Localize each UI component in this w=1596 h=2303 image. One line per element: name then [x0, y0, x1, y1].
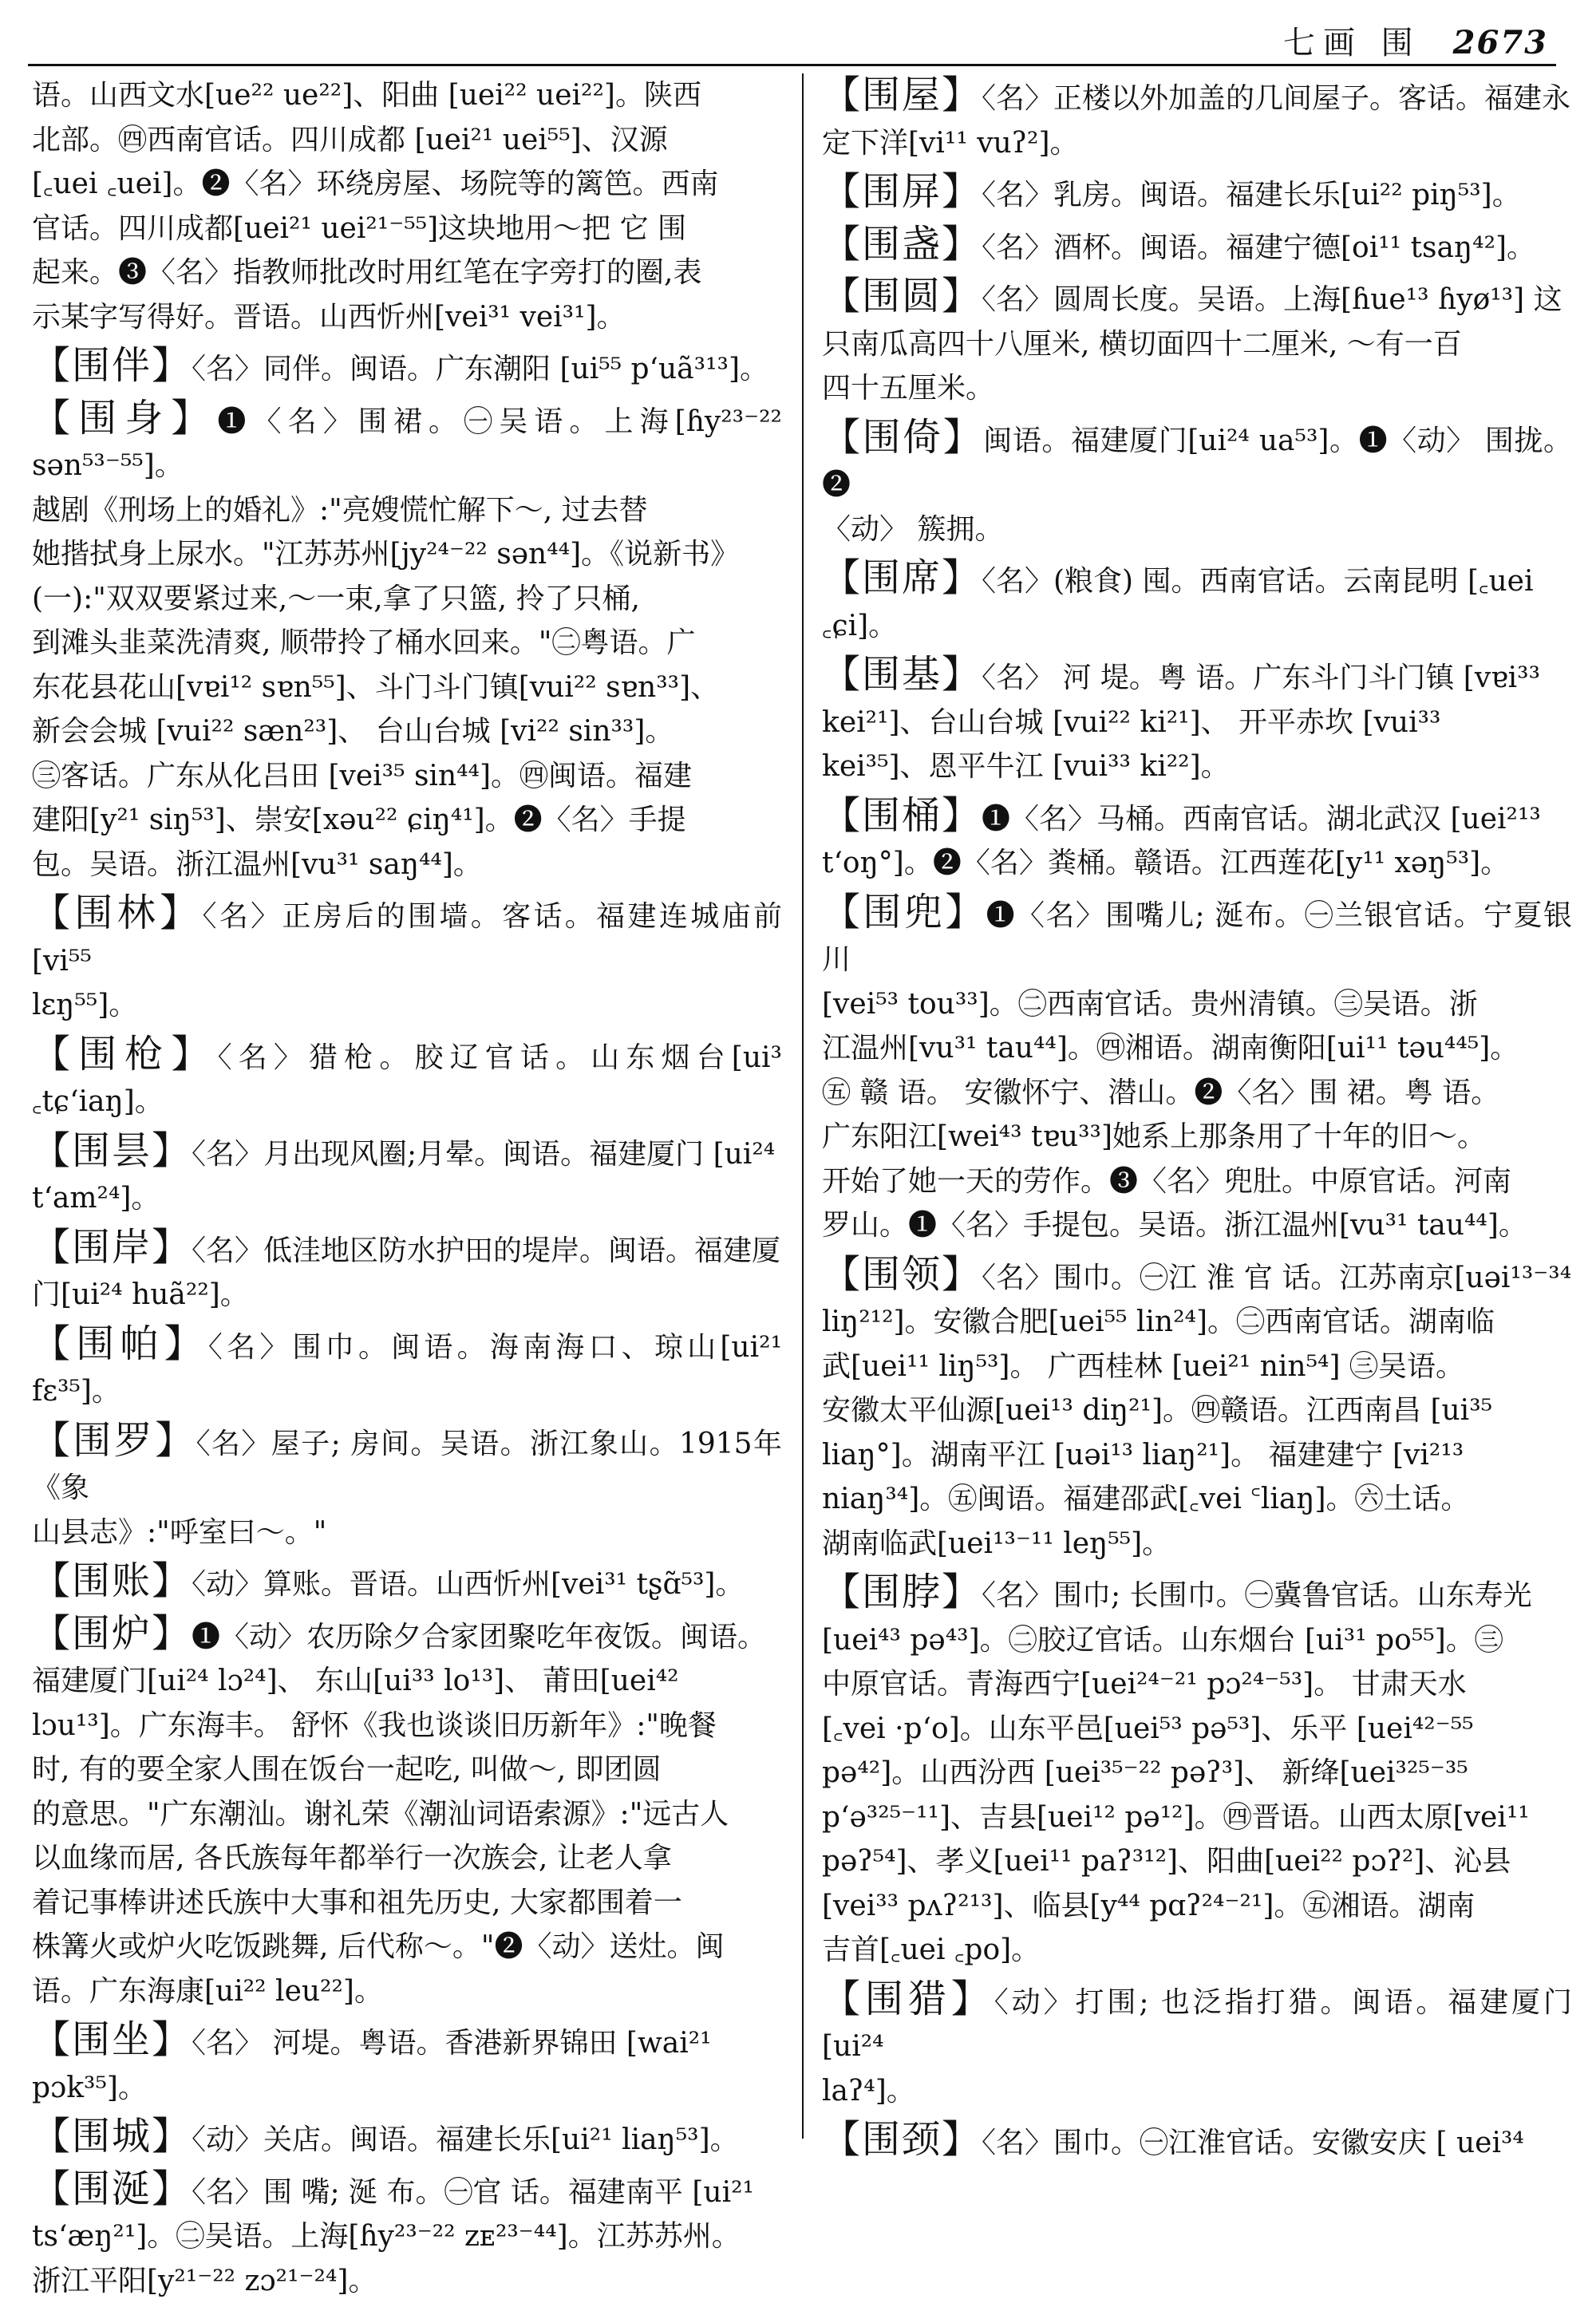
dictionary-entry: [32, 1612, 782, 2014]
entry-text-line: liŋ²¹²]。安徽合肥[uei⁵⁵ lin²⁴]。㊁西南官话。湖南临: [822, 1300, 1572, 1345]
entry-text-line: [822, 891, 1572, 982]
dictionary-entry: [822, 891, 1572, 1248]
entry-text-line: [32, 1612, 782, 1660]
entry-definition: 〈名〉正楼以外加盖的几间屋子。客话。福建永: [982, 82, 1570, 115]
entry-text-line: ㊂客话。广东从化吕田 [vei³⁵ sin⁴⁴]。㊃闽语。福建: [32, 754, 782, 799]
page-number: 2673: [1453, 24, 1548, 61]
right-column: [822, 73, 1572, 2139]
dictionary-entry: [32, 344, 782, 392]
entry-text-line: [822, 223, 1572, 271]
entry-definition: 〈名〉圆周长度。吴语。上海[ɦue¹³ ɦyø¹³] 这: [982, 283, 1562, 316]
entry-definition: 〈名〉围巾。㊀江淮官话。安徽安庆 [ uei³⁴: [982, 2127, 1524, 2159]
entry-text-line: 起来。❸〈名〉指教师批改时用红笔在字旁打的圈,表: [32, 251, 782, 295]
entry-definition: 〈名〉猎枪。胶辽官话。山东烟台[ui³ ꜀tɕʻiaŋ]。: [32, 1041, 782, 1119]
entry-text-line: [822, 653, 1572, 701]
entry-definition: ❶〈名〉围嘴儿; 涎布。㊀兰银官话。宁夏银川: [822, 899, 1572, 977]
entry-text-line: ꜀ɕi]。: [822, 604, 1572, 649]
entry-headword: 【围屏】: [822, 169, 982, 214]
entry-text-line: pə⁴²]。山西汾西 [uei³⁵⁻²² pəʔ³]、 新绛[uei³²⁵⁻³⁵: [822, 1751, 1572, 1795]
entry-text-line: ㊄ 赣 语。 安徽怀宁、潜山。❷〈名〉围 裙。粤 语。: [822, 1071, 1572, 1116]
entry-headword: 【围帕】: [32, 1321, 208, 1366]
dictionary-entry: [822, 170, 1572, 218]
entry-text-line: 定下洋[vi¹¹ vuʔ²]。: [822, 121, 1572, 166]
entry-text-line: [822, 275, 1572, 322]
entry-text-line: tsʻæŋ²¹]。㊁吴语。上海[ɦy²³⁻²² zᴇ²³⁻⁴⁴]。江苏苏州。: [32, 2214, 782, 2259]
entry-definition: 〈名〉 河堤。粤语。香港新界锦田 [wai²¹: [192, 2027, 712, 2060]
entry-definition: 〈动〉关店。闽语。福建长乐[ui²¹ liaŋ⁵³]。: [192, 2123, 739, 2156]
entry-text-line: [32, 2018, 782, 2066]
dictionary-entry: [822, 794, 1572, 886]
entry-headword: 【围脖】: [822, 1570, 982, 1614]
entry-definition: 〈名〉围巾。闽语。海南海口、琼山[ui²¹ fɛ³⁵]。: [32, 1331, 782, 1408]
dictionary-entry: [32, 1226, 782, 1317]
entry-definition: 〈动〉算账。晋语。山西忻州[vei³¹ tʂɑ̃⁵³]。: [192, 1568, 744, 1601]
entry-text-line: 门[ui²⁴ huã²²]。: [32, 1273, 782, 1317]
entry-text-line: 语。广东海康[ui²² leu²²]。: [32, 1969, 782, 2014]
left-column: [32, 73, 782, 2139]
entry-text-line: pəʔ⁵⁴]、孝义[uei¹¹ paʔ³¹²]、阳曲[uei²² pɔʔ²]、沁县: [822, 1839, 1572, 1884]
entry-text-line: [vei⁵³ tou³³]。㊁西南官话。贵州清镇。㊂吴语。浙: [822, 982, 1572, 1027]
entry-text-line: [822, 1977, 1572, 2069]
entry-text-line: 她揩拭身上尿水。"江苏苏州[jy²⁴⁻²² sən⁴⁴]。《说新书》: [32, 532, 782, 577]
entry-headword: 【围领】: [822, 1252, 982, 1297]
entry-definition: 〈名〉 河 堤。粤 语。广东斗门斗门镇 [vɐi³³: [982, 662, 1540, 694]
dictionary-entry: [822, 1570, 1572, 1973]
entry-text-line: 包。吴语。浙江温州[vu³¹ saŋ⁴⁴]。: [32, 843, 782, 887]
entry-text-line: 中原官话。青海西宁[uei²⁴⁻²¹ pɔ²⁴⁻⁵³]。 甘肃天水: [822, 1662, 1572, 1707]
entry-text-line: [822, 1570, 1572, 1618]
page-header: [0, 0, 1596, 64]
entry-definition: 〈名〉低洼地区防水护田的堤岸。闽语。福建厦: [192, 1234, 780, 1267]
entry-headword: 【围林】: [32, 891, 202, 935]
entry-definition: 〈名〉同伴。闽语。广东潮阳 [ui⁵⁵ pʻuã³¹³]。: [192, 353, 768, 385]
dictionary-entry: [32, 1419, 782, 1555]
entry-text-line: [32, 397, 782, 488]
entry-text-line: [32, 1322, 782, 1414]
dictionary-entry: [32, 397, 782, 887]
entry-headword: 【围猎】: [822, 1977, 994, 2021]
entry-text-line: 的意思。"广东潮汕。谢礼荣《潮汕词语索源》:"远古人: [32, 1792, 782, 1837]
entry-headword: 【围坐】: [32, 2017, 192, 2062]
entry-definition: 〈名〉围巾; 长围巾。㊀冀鲁官话。山东寿光: [982, 1579, 1532, 1612]
entry-text-line: tʻoŋ°]。❷〈名〉粪桶。赣语。江西莲花[y¹¹ xəŋ⁵³]。: [822, 841, 1572, 886]
entry-headword: 【围账】: [32, 1558, 192, 1603]
entry-text-line: [꜀vei ·pʻo]。山东平邑[uei⁵³ pə⁵³]、乐平 [uei⁴²⁻⁵⁵: [822, 1707, 1572, 1752]
entry-definition: ❶〈名〉马桶。西南官话。湖北武汉 [uei²¹³: [982, 803, 1541, 835]
dictionary-entry: [822, 1253, 1572, 1566]
entry-definition: 〈动〉打围; 也泛指打猎。闽语。福建厦门 [ui²⁴: [822, 1986, 1572, 2064]
entry-text-line: [32, 891, 782, 983]
entry-text-line: tʻam²⁴]。: [32, 1176, 782, 1221]
entry-headword: 【围颈】: [822, 2117, 982, 2162]
entry-text-line: [822, 416, 1572, 508]
entry-text-line: 株篝火或炉火吃饭跳舞, 后代称～。"❷〈动〉送灶。闽: [32, 1925, 782, 1969]
entry-definition: 〈名〉乳房。闽语。福建长乐[ui²² piŋ⁵³]。: [982, 179, 1521, 211]
entry-text-line: 江温州[vu³¹ tau⁴⁴]。㊃湘语。湖南衡阳[ui¹¹ təu⁴⁴⁵]。: [822, 1026, 1572, 1071]
entry-headword: 【围桶】: [822, 793, 982, 838]
entry-text-line: [32, 1129, 782, 1177]
dictionary-entry: [822, 416, 1572, 552]
entry-text-line: 示某字写得好。晋语。山西忻州[vei³¹ vei³¹]。: [32, 295, 782, 340]
entry-definition: 〈名〉月出现风圈;月晕。闽语。福建厦门 [ui²⁴: [192, 1138, 775, 1171]
entry-text-line: 着记事棒讲述氏族中大事和祖先历史, 大家都围着一: [32, 1881, 782, 1926]
entry-text-line: 浙江平阳[y²¹⁻²² zɔ²¹⁻²⁴]。: [32, 2259, 782, 2303]
entry-definition: 〈名〉正房后的围墙。客话。福建连城庙前 [vi⁵⁵: [32, 900, 782, 978]
entry-definition: 〈名〉围 嘴; 涎 布。㊀官 话。福建南平 [ui²¹: [192, 2176, 754, 2209]
dictionary-entry: [32, 2167, 782, 2303]
dictionary-entry: [32, 2018, 782, 2110]
entry-text-line: [32, 344, 782, 392]
entry-text-line: kei³⁵]、恩平牛江 [vui³³ ki²²]。: [822, 745, 1572, 789]
entry-headword: 【围倚】: [822, 415, 983, 460]
dictionary-entry: [32, 1033, 782, 1124]
dictionary-entry: [32, 1322, 782, 1414]
entry-headword: 【围身】: [32, 396, 217, 440]
entry-text-line: (一):"双双要紧过来,～一束,拿了只篮, 拎了只桶,: [32, 577, 782, 622]
entry-text-line: [822, 170, 1572, 218]
entry-text-line: [uei⁴³ pə⁴³]。㊁胶辽官话。山东烟台 [ui³¹ po⁵⁵]。㊂: [822, 1618, 1572, 1663]
dictionary-entry: [822, 223, 1572, 271]
dictionary-entry: [32, 1559, 782, 1607]
dictionary-entry: [822, 1977, 1572, 2114]
entry-headword: 【围屋】: [822, 73, 982, 117]
entry-headword: 【围罗】: [32, 1418, 196, 1463]
entry-text-line: [32, 1559, 782, 1607]
entry-text-line: 东花县花山[vɐi¹² sɐn⁵⁵]、斗门斗门镇[vui²² sɐn³³]、: [32, 666, 782, 710]
entry-text-line: pɔk³⁵]。: [32, 2066, 782, 2111]
entry-text-line: [822, 73, 1572, 121]
entry-text-line: 开始了她一天的劳作。❸〈名〉兜肚。中原官话。河南: [822, 1159, 1572, 1204]
entry-text-line: 〈动〉 簇拥。: [822, 508, 1572, 552]
entry-text-line: [vei³³ pʌʔ²¹³]、临县[y⁴⁴ pɑʔ²⁴⁻²¹]。㊄湘语。湖南: [822, 1884, 1572, 1929]
entry-text-line: 建阳[y²¹ siŋ⁵³]、崇安[xəu²² ɕiŋ⁴¹]。❷〈名〉手提: [32, 798, 782, 843]
entry-text-line: 福建厦门[ui²⁴ lɔ²⁴]、 东山[ui³³ lo¹³]、 莆田[uei⁴²: [32, 1659, 782, 1704]
column-divider: [802, 73, 804, 2139]
entry-text-line: niaŋ³⁴]。㊄闽语。福建邵武[꜀vei ꜂liaŋ]。㊅土话。: [822, 1477, 1572, 1522]
entry-text-line: 以血缘而居, 各氏族每年都举行一次族会, 让老人拿: [32, 1836, 782, 1881]
entry-headword: 【围基】: [822, 652, 982, 697]
entry-text-line: 四十五厘米。: [822, 366, 1572, 411]
entry-text-line: 语。山西文水[ue²² ue²²]、阳曲 [uei²² uei²²]。陕西: [32, 73, 782, 118]
entry-text-line: 只南瓜高四十八厘米, 横切面四十二厘米, ～有一百: [822, 322, 1572, 367]
entry-text-line: [822, 1253, 1572, 1301]
entry-text-line: [32, 2115, 782, 2163]
entry-headword: 【围席】: [822, 555, 982, 600]
entry-text-line: 北部。㊃西南官话。四川成都 [uei²¹ uei⁵⁵]、汉源: [32, 118, 782, 163]
running-head: [1283, 18, 1548, 63]
entry-text-line: liaŋ°]。湖南平江 [uəi¹³ liaŋ²¹]。 福建建宁 [vi²¹³: [822, 1433, 1572, 1478]
entry-text-line: 新会会城 [vui²² sæn²³]、 台山台城 [vi²² sin³³]。: [32, 709, 782, 754]
entry-text-line: [32, 2167, 782, 2215]
dictionary-entry: [822, 73, 1572, 165]
dictionary-entry: [32, 1129, 782, 1221]
entry-text-line: 越剧《刑场上的婚礼》:"亮嫂慌忙解下～, 过去替: [32, 488, 782, 533]
entry-text-line: kei²¹]、台山台城 [vui²² ki²¹]、 开平赤坎 [vui³³: [822, 701, 1572, 745]
entry-headword: 【围城】: [32, 2114, 192, 2159]
entry-definition: 闽语。福建厦门[ui²⁴ ua⁵³]。❶〈动〉 围拢。❷: [822, 425, 1572, 502]
dictionary-entry: [822, 556, 1572, 648]
entry-text-line: 官话。四川成都[uei²¹ uei²¹⁻⁵⁵]这块地用～把 它 围: [32, 207, 782, 251]
entry-headword: 【围涎】: [32, 2167, 192, 2211]
entry-text-line: [822, 794, 1572, 842]
entry-text-line: 到滩头韭菜洗清爽, 顺带拎了桶水回来。"㊁粤语。广: [32, 621, 782, 666]
entry-headword: 【围盏】: [822, 222, 982, 267]
entry-text-line: [822, 2118, 1572, 2166]
entry-headword: 【围枪】: [32, 1032, 218, 1076]
entry-text-line: laʔ⁴]。: [822, 2069, 1572, 2114]
entry-text-line: [822, 556, 1572, 604]
entry-headword: 【围圆】: [822, 274, 982, 318]
entry-definition: 〈名〉酒杯。闽语。福建宁德[oi¹¹ tsaŋ⁴²]。: [982, 231, 1535, 264]
entry-text-line: 吉首[꜀uei ꜀po]。: [822, 1928, 1572, 1973]
entry-text-line: 广东阳江[wei⁴³ tɐu³³]她系上那条用了十年的旧～。: [822, 1115, 1572, 1159]
entry-text-line: 时, 有的要全家人围在饭台一起吃, 叫做～, 即团圆: [32, 1748, 782, 1792]
entry-text-line: pʻə³²⁵⁻¹¹]、吉县[uei¹² pə¹²]。㊃晋语。山西太原[vei¹¹: [822, 1795, 1572, 1840]
entry-text-line: 山县志》:"呼室曰～。": [32, 1511, 782, 1555]
entry-text-line: [32, 1033, 782, 1124]
entry-text-line: [32, 1226, 782, 1274]
entry-headword: 【围兜】: [822, 890, 986, 934]
entry-definition: 〈名〉屋子; 房间。吴语。浙江象山。1915年《象: [32, 1428, 782, 1505]
entry-text-line: 罗山。❶〈名〉手提包。吴语。浙江温州[vu³¹ tau⁴⁴]。: [822, 1203, 1572, 1248]
dictionary-entry: [822, 2118, 1572, 2166]
entry-headword: 【围岸】: [32, 1225, 192, 1270]
header-rule: [28, 64, 1556, 66]
entry-text-line: 湖南临武[uei¹³⁻¹¹ leŋ⁵⁵]。: [822, 1522, 1572, 1566]
dictionary-entry: [32, 891, 782, 1028]
entry-text-line: lɛŋ⁵⁵]。: [32, 983, 782, 1028]
entry-definition: 〈名〉围巾。㊀江 淮 官 话。江苏南京[uəi¹³⁻³⁴: [982, 1262, 1571, 1294]
entry-text-line: [꜀uei ꜀uei]。❷〈名〉环绕房屋、场院等的篱笆。西南: [32, 162, 782, 207]
dictionary-entry: [822, 275, 1572, 411]
dictionary-entry: [822, 653, 1572, 789]
entry-definition: ❶〈名〉围裙。㊀吴语。上海[ɦy²³⁻²² sən⁵³⁻⁵⁵]。: [32, 405, 782, 483]
dictionary-entry: [32, 73, 782, 339]
dictionary-entry: [32, 2115, 782, 2163]
entry-text-line: lɔu¹³]。广东海丰。 舒怀《我也谈谈旧历新年》:"晚餐: [32, 1704, 782, 1748]
entry-text-line: [32, 1419, 782, 1511]
entry-text-line: 武[uei¹¹ liŋ⁵³]。 广西桂林 [uei²¹ nin⁵⁴] ㊂吴语。: [822, 1345, 1572, 1389]
entry-headword: 【围炉】: [32, 1611, 192, 1656]
entry-headword: 【围昙】: [32, 1128, 192, 1173]
entry-headword: 【围伴】: [32, 343, 192, 388]
section-title: 七画 围: [1283, 25, 1421, 61]
entry-definition: ❶〈动〉农历除夕合家团聚吃年夜饭。闽语。: [192, 1621, 766, 1653]
entry-text-line: 安徽太平仙源[uei¹³ diŋ²¹]。㊃赣语。江西南昌 [ui³⁵: [822, 1389, 1572, 1433]
entry-definition: 〈名〉(粮食) 囤。西南官话。云南昆明 [꜀uei: [982, 565, 1533, 598]
